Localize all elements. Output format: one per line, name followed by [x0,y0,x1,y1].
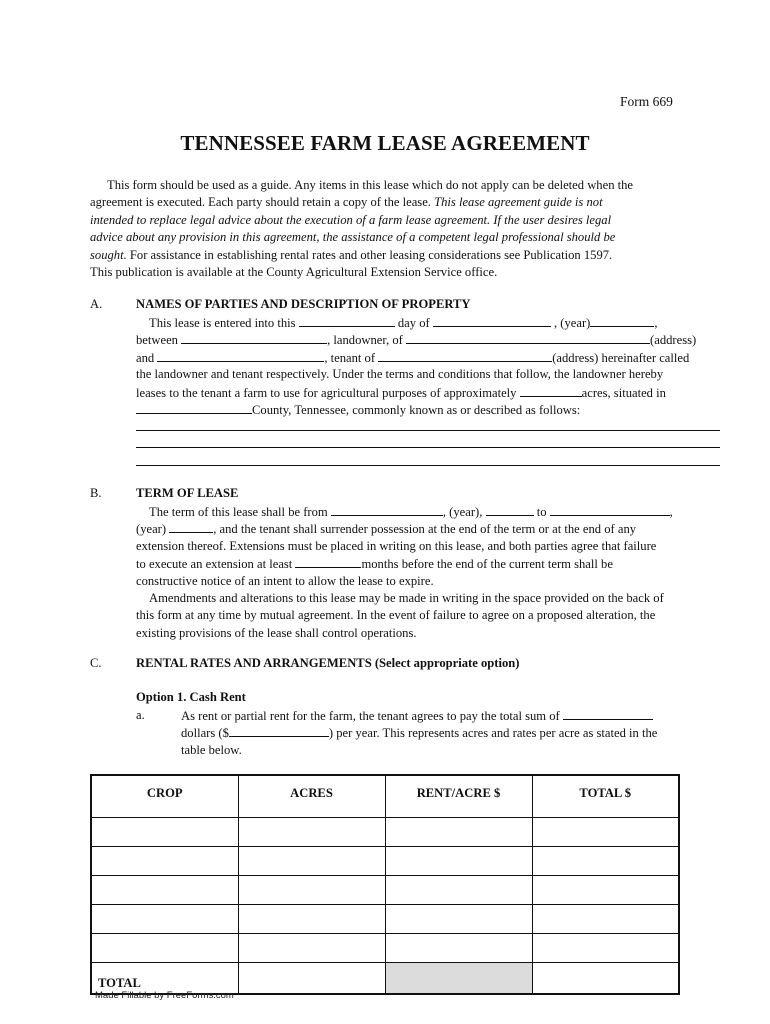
text: County, Tennessee, commonly known as or described as follows: [252,402,581,417]
intro-paragraph [90,177,690,281]
rent-per-acre-cell[interactable] [385,876,532,905]
text: , [654,316,658,330]
text: (year) [136,522,167,537]
text: , tenant of [324,350,376,365]
section-c-letter: C. [90,656,102,670]
acres-cell[interactable] [238,818,385,847]
text: acres, situated in [581,385,666,400]
crop-cell[interactable] [91,876,238,905]
description-line-3[interactable] [136,465,720,466]
text: months before the end of the current term shall be [361,557,613,572]
section-b-line: Amendments and alterations to this lease may be made in writing in the space provided on the back of [149,590,664,605]
intro-italic-text: sought. [90,247,127,262]
months-notice-field[interactable] [295,555,361,568]
table-row [91,847,679,876]
text: to [536,505,547,519]
rent-table [90,774,680,995]
text: to execute an extension at least [136,557,293,572]
rent-per-acre-cell[interactable] [385,847,532,876]
header-crop: CROP [91,775,238,818]
section-b-letter: B. [90,486,102,500]
tenant-address-field[interactable] [378,349,552,362]
rent-per-acre-cell[interactable] [385,934,532,963]
text: , and the tenant shall surrender possession at the end of the term or at the end of any [213,522,637,537]
acres-cell[interactable] [238,847,385,876]
tenant-name-field[interactable] [157,349,324,362]
section-a-line: the landowner and tenant respectively. Under the terms and conditions that follow, the landowner hereby [136,367,664,382]
intro-italic-text: This lease agreement guide is not [434,195,603,210]
end-year-field[interactable] [169,520,213,533]
acres-cell[interactable] [238,876,385,905]
section-b-line [136,555,721,572]
intro-text: agreement is executed. Each party should retain a copy of the lease. [90,195,435,210]
section-a-line [136,384,721,401]
section-b-body [136,503,721,642]
text: leases to the tenant a farm to use for agricultural purposes of approximately [136,385,517,400]
crop-cell[interactable] [91,934,238,963]
text: (address) [650,333,697,348]
section-a-line [136,314,721,331]
section-a-heading: NAMES OF PARTIES AND DESCRIPTION OF PROPERTY [136,297,471,311]
intro-line: advice about any provision in this agreement, the assistance of a competent legal professional should be [90,230,616,245]
intro-line: This form should be used as a guide. Any items in this lease which do not apply can be deleted when the [107,178,634,192]
intro-line: intended to replace legal advice about the execution of a farm lease agreement. If the user desires legal [90,212,612,227]
section-a-line [136,401,721,418]
text: day of [397,316,430,330]
text: ) per year. This represents acres and rates per acre as stated in the [328,726,658,741]
landowner-name-field[interactable] [181,331,327,344]
acres-cell[interactable] [238,934,385,963]
text: The term of this lease shall be from [149,505,328,519]
text: , [669,505,673,519]
rent-per-acre-cell[interactable] [385,905,532,934]
section-b-line: constructive notice of an intent to allow the lease to expire. [136,573,434,588]
total-cell[interactable] [532,934,679,963]
text: between [136,333,178,348]
table-row [91,818,679,847]
text: , (year), [442,505,483,519]
total-cell[interactable] [532,818,679,847]
total-cell[interactable] [532,905,679,934]
section-b-line [136,520,721,537]
rent-per-acre-cell[interactable] [385,818,532,847]
text: (address) hereinafter called [552,350,690,365]
end-date-field[interactable] [550,503,670,516]
header-rent-per-acre: RENT/ACRE $ [385,775,532,818]
header-acres: ACRES [238,775,385,818]
month-field[interactable] [433,314,551,327]
day-field[interactable] [299,314,395,327]
total-sum-dollars-field[interactable] [229,724,329,737]
intro-text: For assistance in establishing rental rates and other leasing considerations see Publication 1597. [126,247,613,262]
text: , (year) [554,316,591,330]
total-label: TOTAL [91,963,238,995]
landowner-address-field[interactable] [406,331,650,344]
total-cell[interactable] [532,876,679,905]
shaded-cell [385,963,532,995]
section-a-line [136,349,721,366]
crop-cell[interactable] [91,818,238,847]
section-b-line: extension thereof. Extensions must be placed in writing on this lease, and both parties agree that failure [136,538,657,553]
intro-line: This publication is available at the County Agricultural Extension Service office. [90,265,498,280]
text: This lease is entered into this [149,316,296,330]
total-acres-cell[interactable] [238,963,385,995]
header-total: TOTAL $ [532,775,679,818]
footer-credit: Made Fillable by FreeForms.com [95,990,234,1001]
item-a-line [181,724,721,741]
start-year-field[interactable] [486,503,534,516]
table-row [91,905,679,934]
item-a-letter: a. [136,708,145,722]
table-row [91,876,679,905]
total-sum-words-field[interactable] [563,707,653,720]
table-header-row [91,775,679,818]
form-number: Form 669 [620,94,673,109]
option-1-heading: Option 1. Cash Rent [136,690,246,704]
county-field[interactable] [136,401,252,414]
total-cell[interactable] [532,847,679,876]
start-date-field[interactable] [331,503,443,516]
item-a-line [181,707,721,724]
intro-line [90,194,690,211]
item-a-body [181,707,721,759]
table-row [91,934,679,963]
item-a-line: table below. [181,742,242,757]
text: , landowner, of [327,333,403,348]
acres-field[interactable] [520,384,582,397]
year-field[interactable] [590,314,654,327]
crop-cell[interactable] [91,847,238,876]
grand-total-cell[interactable] [532,963,679,995]
crop-cell[interactable] [91,905,238,934]
section-a-body [136,314,721,418]
text: As rent or partial rent for the farm, the tenant agrees to pay the total sum of [181,709,560,723]
intro-line [90,247,690,264]
text: and [136,350,155,365]
acres-cell[interactable] [238,905,385,934]
section-b-line: existing provisions of the lease shall control operations. [136,625,417,640]
section-a-letter: A. [90,297,103,311]
section-a-line [136,331,721,348]
section-c-heading: RENTAL RATES AND ARRANGEMENTS (Select appropriate option) [136,656,520,670]
description-line-1[interactable] [136,430,720,431]
page-title: TENNESSEE FARM LEASE AGREEMENT [180,131,590,155]
section-b-line: this form at any time by mutual agreement. In the event of failure to agree on a proposed alteration, the [136,608,656,623]
section-b-heading: TERM OF LEASE [136,486,239,500]
section-b-line [136,503,721,520]
text: dollars ($ [181,726,229,741]
description-line-2[interactable] [136,447,720,448]
